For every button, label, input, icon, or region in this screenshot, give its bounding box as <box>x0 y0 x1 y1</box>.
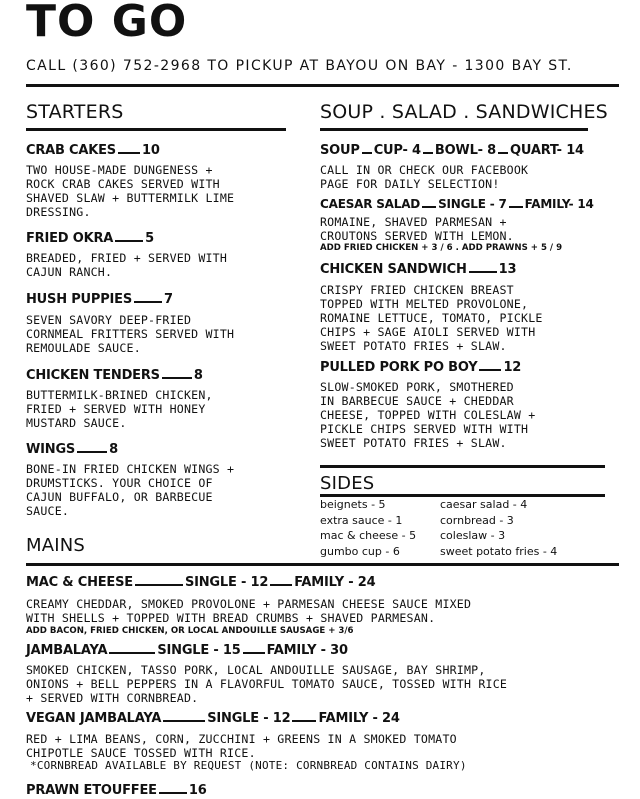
cornbread-note: *CORNBREAD AVAILABLE BY REQUEST (NOTE: CORNBREAD CONTAINS DAIRY) <box>30 759 467 772</box>
po-boy-desc: SLOW-SMOKED PORK, SMOTHERED IN BARBECUE SAUCE + CHEDDAR CHEESE, TOPPED WITH COLESLAW + PICKLE CHIPS SERVED WITH WITH SWEET POTATO FRIES + SLAW. <box>320 380 536 450</box>
item-name: CRAB CAKES <box>26 143 116 158</box>
vegan-jambalaya-desc: RED + LIMA BEANS, CORN, ZUCCHINI + GREENS IN A SMOKED TOMATO CHIPOTLE SAUCE TOSSED WITH RICE. <box>26 732 457 760</box>
fried-okra-title: FRIED OKRA 5 <box>26 231 154 246</box>
list-item: beignets - 5 <box>320 498 386 511</box>
wings-title: WINGS 8 <box>26 442 118 457</box>
mac-addon: ADD BACON, FRIED CHICKEN, OR LOCAL ANDOUILLE SAUSAGE + 3/6 <box>26 626 354 636</box>
sides-top-divider <box>320 465 605 468</box>
chicken-sandwich-desc: CRISPY FRIED CHICKEN BREAST TOPPED WITH MELTED PROVOLONE, ROMAINE LETTUCE, TOMATO, PICKLE CHIPS + SAGE AIOLI SERVED WITH SWEET POTATO FRIES + SLAW. <box>320 283 543 353</box>
caesar-salad-title: CAESAR SALAD SINGLE - 7 FAMILY- 14 <box>320 197 594 211</box>
soup-salad-heading: SOUP . SALAD . SANDWICHES <box>320 101 608 123</box>
soup-title: SOUP CUP- 4 BOWL- 8 QUART- 14 <box>320 143 584 158</box>
list-item: cornbread - 3 <box>440 513 514 527</box>
po-boy-title: PULLED PORK PO BOY 12 <box>320 360 522 375</box>
chicken-sandwich-title: CHICKEN SANDWICH 13 <box>320 262 517 277</box>
sides-heading: SIDES <box>320 473 375 494</box>
chicken-tenders-desc: BUTTERMILK-BRINED CHICKEN, FRIED + SERVED WITH HONEY MUSTARD SAUCE. <box>26 388 213 430</box>
fried-okra-desc: BREADED, FRIED + SERVED WITH CAJUN RANCH. <box>26 251 228 279</box>
wings-desc: BONE-IN FRIED CHICKEN WINGS + DRUMSTICKS. YOUR CHOICE OF CAJUN BUFFALO, OR BARBECUE SAUCE. <box>26 462 235 518</box>
chicken-tenders-title: CHICKEN TENDERS 8 <box>26 368 203 383</box>
hush-puppies-title: HUSH PUPPIES 7 <box>26 292 173 307</box>
sides-list-right <box>440 497 557 559</box>
mac-cheese-title: MAC & CHEESE SINGLE - 12 FAMILY - 24 <box>26 575 376 590</box>
list-item: caesar salad - 4 <box>440 498 528 511</box>
header-divider <box>26 84 619 87</box>
crab-cakes-desc: TWO HOUSE-MADE DUNGENESS + ROCK CRAB CAKES SERVED WITH SHAVED SLAW + BUTTERMILK LIME DRESSING. <box>26 163 235 219</box>
mac-cheese-desc: CREAMY CHEDDAR, SMOKED PROVOLONE + PARMESAN CHEESE SAUCE MIXED WITH SHELLS + TOPPED WITH BREAD CRUMBS + SHAVED PARMESAN. <box>26 597 472 625</box>
soup-salad-divider <box>320 128 588 131</box>
list-item: gumbo cup - 6 <box>320 544 400 558</box>
jambalaya-title: JAMBALAYA SINGLE - 15 FAMILY - 30 <box>26 643 348 658</box>
caesar-salad-desc: ROMAINE, SHAVED PARMESAN + CROUTONS SERVED WITH LEMON. <box>320 215 514 243</box>
jambalaya-desc: SMOKED CHICKEN, TASSO PORK, LOCAL ANDOUILLE SAUSAGE, BAY SHRIMP, ONIONS + BELL PEPPERS IN A FLAVORFUL TOMATO SAUCE, TOSSED WITH RICE + SERVED WITH CORNBREAD. <box>26 663 508 705</box>
caesar-addon: ADD FRIED CHICKEN + 3 / 6 . ADD PRAWNS + 5 / 9 <box>320 243 563 253</box>
item-price: 10 <box>141 143 160 158</box>
starters-divider <box>26 128 286 131</box>
list-item: mac & cheese - 5 <box>320 529 417 542</box>
vegan-jambalaya-title: VEGAN JAMBALAYA SINGLE - 12 FAMILY - 24 <box>26 711 400 726</box>
prawn-etouffee-title: PRAWN ETOUFFEE 16 <box>26 783 207 798</box>
list-item: sweet potato fries - 4 <box>440 544 558 558</box>
crab-cakes-title <box>26 143 160 158</box>
hush-puppies-desc: SEVEN SAVORY DEEP-FRIED CORNMEAL FRITTERS SERVED WITH REMOULADE SAUCE. <box>26 313 235 355</box>
list-item: extra sauce - 1 <box>320 513 403 527</box>
starters-heading: STARTERS <box>26 101 124 123</box>
sides-list-left <box>320 497 416 559</box>
soup-desc: CALL IN OR CHECK OUR FACEBOOK PAGE FOR DAILY SELECTION! <box>320 163 529 191</box>
mains-heading: MAINS <box>26 535 86 556</box>
mains-divider <box>26 563 619 566</box>
page-title: TO GO <box>26 0 188 47</box>
list-item: coleslaw - 3 <box>440 529 506 542</box>
call-info: CALL (360) 752-2968 TO PICKUP AT BAYOU ON BAY - 1300 BAY ST. <box>26 58 573 74</box>
